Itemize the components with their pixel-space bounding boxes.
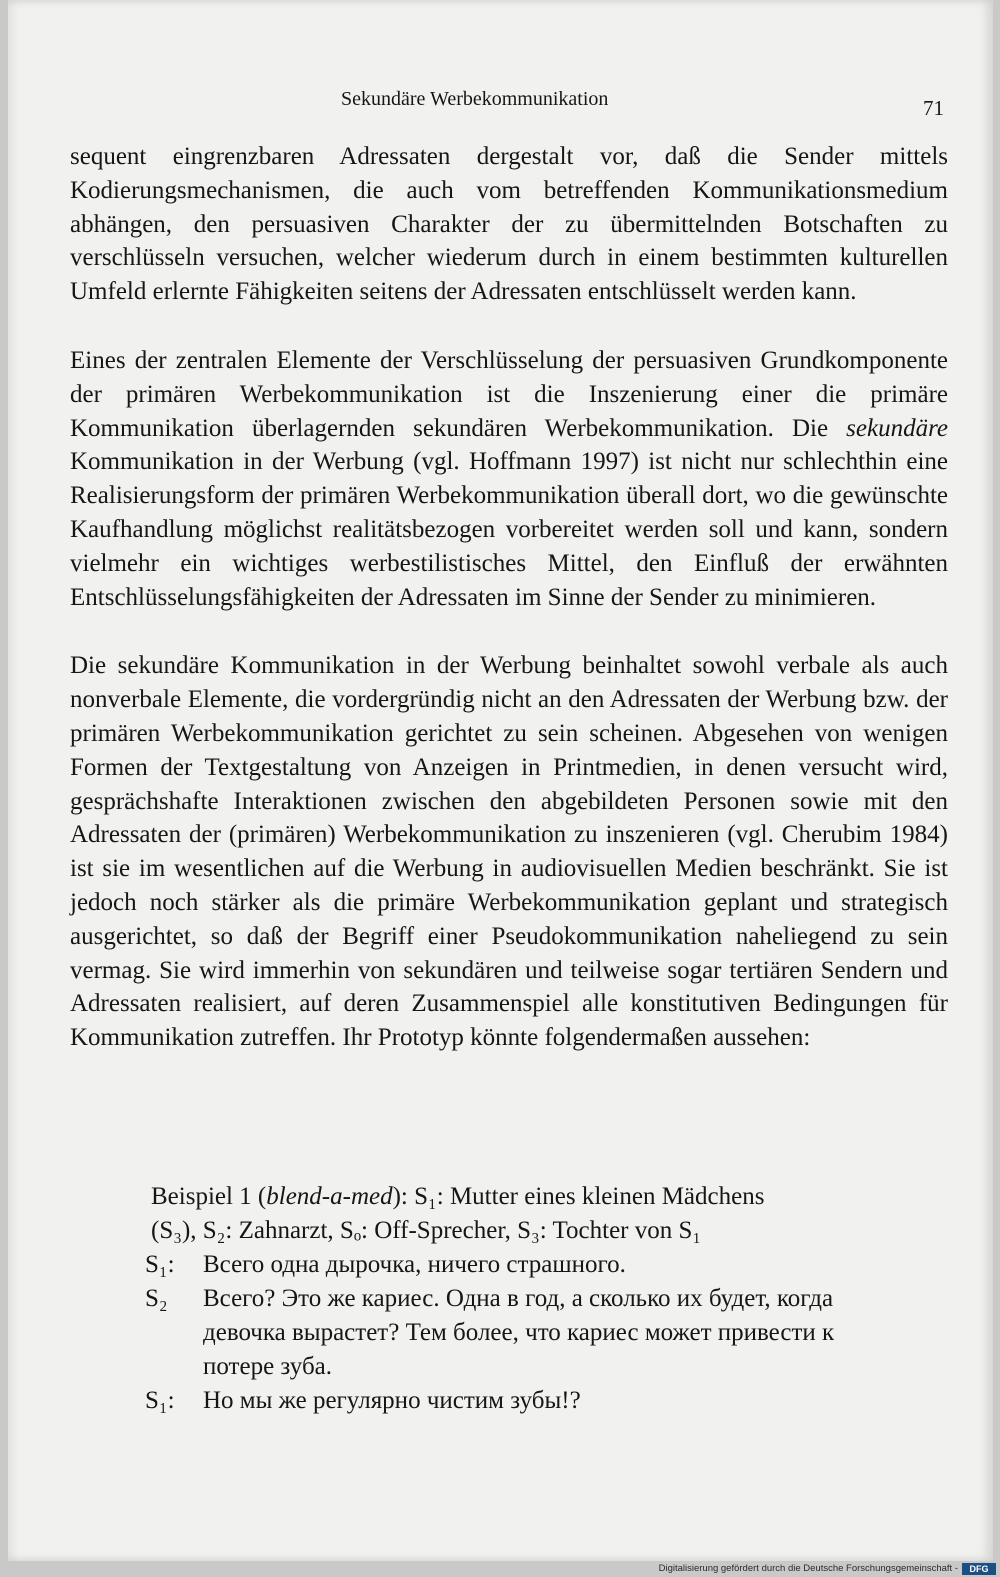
dialogue-speaker: S₂: [145, 1285, 168, 1312]
paragraph-2-part-2: Kommunikation in der Werbung (vgl. Hoffmann 1997) ist nicht nur schlechthin eine Realisierungsform der primären Werbekommunikation überall dort, wo die gewünschte Kaufhandlung möglichst realitätsbezogen vorbereitet werden soll und kann, sondern vielmehr ein wichtiges werbestilistisches Mittel, den Einfluß der erwähnten Entschlüsselungsfähigkeiten der Adressaten im Sinne der Sender zu minimieren.: [70, 448, 948, 611]
example-heading: [145, 1180, 905, 1214]
running-title: Sekundäre Werbekommunikation: [341, 88, 609, 110]
dialogue-speaker: S₁:: [145, 1387, 175, 1414]
dialogue-utterance: Всего? Это же кариес. Одна в год, а сколько их будет, когда девочка вырастет? Тем более, что кариес может привести к потере зуба.: [203, 1285, 835, 1380]
example-block: [145, 1180, 905, 1418]
book-page: [8, 0, 993, 1561]
dialogue-utterance: Но мы же регулярно чистим зубы!?: [203, 1387, 581, 1414]
paragraph-2-part-1: Eines der zentralen Elemente der Verschlüsselung der persuasiven Grundkomponente der primären Werbekommunikation ist die Inszenierung einer die primäre Kommunikation überlagernden sekundären Werbekommunikation. Die: [70, 346, 948, 442]
dialogue-line: [145, 1248, 905, 1282]
dfg-logo: DFG: [962, 1563, 996, 1575]
dialogue-speaker: S₁:: [145, 1251, 175, 1278]
example-roles-2: (S₃), S₂: Zahnarzt, Sₒ: Off-Sprecher, S₃: Tochter von S₁: [151, 1217, 702, 1244]
page-number: 71: [923, 96, 944, 120]
body-text: [70, 140, 948, 1055]
dialogue-line: [145, 1384, 905, 1418]
example-roles-1: ): S₁: Mutter eines kleinen Mädchens: [392, 1183, 765, 1210]
paragraph-1: sequent eingrenzbaren Adressaten dergestalt vor, daß die Sender mittels Kodierungsmechanismen, die auch vom betreffenden Kommunikationsmedium abhängen, den persuasiven Charakter der zu übermittelnden Botschaften zu verschlüsseln versuchen, welcher wiederum durch in einem bestimmten kulturellen Umfeld erlernte Fähigkeiten seitens der Adressaten entschlüsselt werden kann.: [70, 143, 948, 306]
dialogue-line: [145, 1282, 905, 1384]
example-label: Beispiel 1 (: [151, 1183, 267, 1210]
dialogue-utterance: Всего одна дырочка, ничего страшного.: [203, 1251, 626, 1278]
paragraph-3: Die sekundäre Kommunikation in der Werbung beinhaltet sowohl verbale als auch nonverbale Elemente, die vordergründig nicht an den Adressaten der Werbung bzw. der primären Werbekommunikation gerichtet zu sein scheinen. Abgesehen von wenigen Formen der Textgestaltung von Anzeigen in Printmedien, in denen versucht wird, gesprächshafte Interaktionen zwischen den abgebildeten Personen sowie mit den Adressaten der (primären) Werbekommunikation zu inszenieren (vgl. Cherubim 1984) ist sie im wesentlichen auf die Werbung in audiovisuellen Medien beschränkt. Sie ist jedoch noch stärker als die primäre Werbekommunikation geplant und strategisch ausgerichtet, so daß der Begriff einer Pseudokommunikation naheliegend zu sein vermag. Sie wird immerhin von sekundären und teilweise sogar tertiären Sendern und Adressaten realisiert, auf deren Zusammenspiel alle konstitutiven Bedingungen für Kommunikation zutreffen. Ihr Prototyp könnte folgendermaßen aussehen:: [70, 652, 948, 1052]
emphasis-sekundaere: sekundäre: [846, 414, 948, 442]
digitization-note: Digitalisierung gefördert durch die Deutsche Forschungsgemeinschaft -: [658, 1563, 958, 1574]
example-brand: blend-a-med: [266, 1183, 393, 1210]
paragraph-2: [70, 344, 948, 614]
